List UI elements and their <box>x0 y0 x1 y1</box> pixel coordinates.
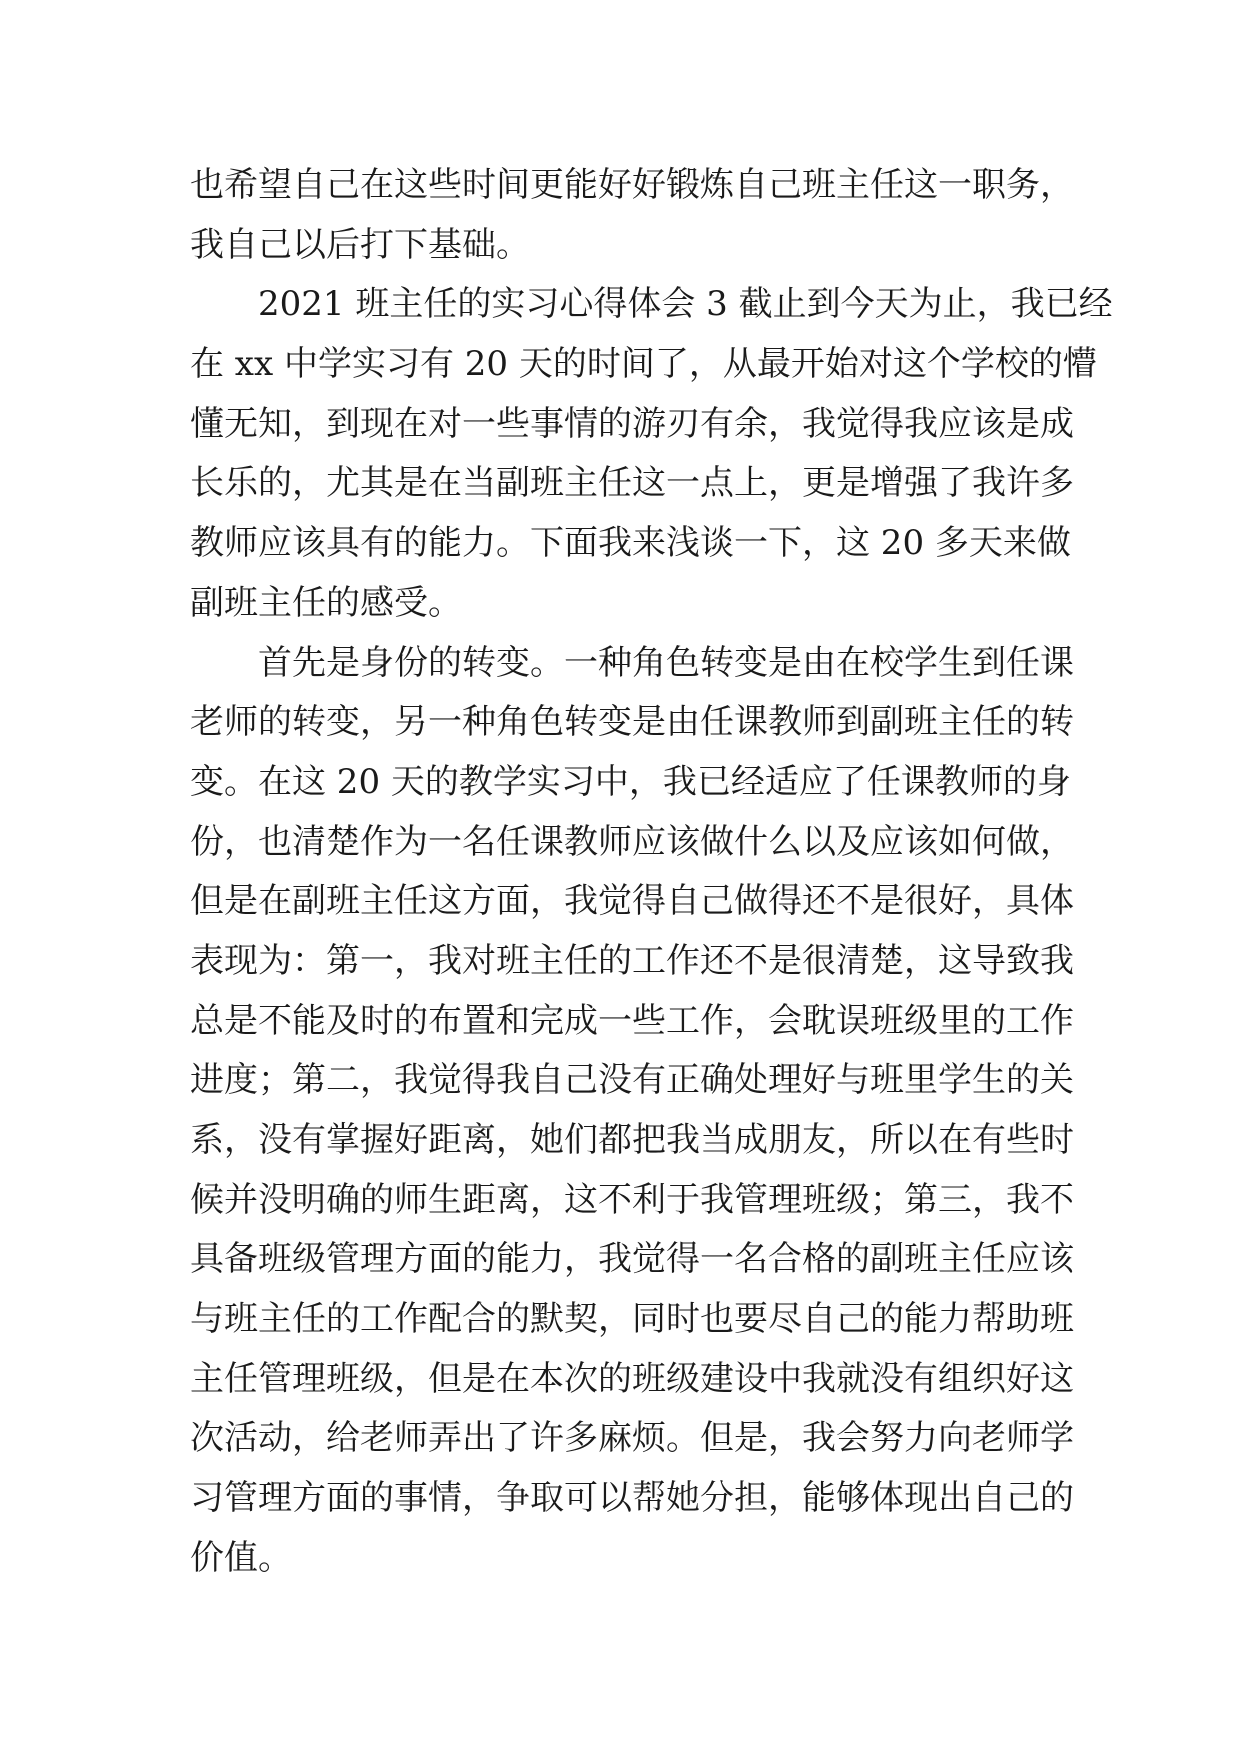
text-line: 候并没明确的师生距离，这不利于我管理班级；第三，我不 <box>190 1179 1074 1220</box>
text-line: 系，没有掌握好距离，她们都把我当成朋友，所以在有些时 <box>190 1120 1074 1160</box>
text-line: 长乐的，尤其是在当副班主任这一点上，更是增强了我许多 <box>190 463 1074 504</box>
text-line: 与班主任的工作配合的默契，同时也要尽自己的能力帮助班 <box>190 1299 1074 1340</box>
text-line: 进度；第二，我觉得我自己没有正确处理好与班里学生的关 <box>190 1060 1074 1101</box>
text-line: 习管理方面的事情，争取可以帮她分担，能够体现出自己的 <box>190 1478 1074 1519</box>
text-line: 也希望自己在这些时间更能好好锻炼自己班主任这一职务， <box>190 165 1074 205</box>
paragraph-start-line: 2021 班主任的实习心得体会 3 截止到今天为止，我已经 <box>258 284 1113 325</box>
text-line: 价值。 <box>190 1537 292 1578</box>
text-line: 表现为：第一，我对班主任的工作还不是很清楚，这导致我 <box>190 940 1074 981</box>
text-line: 变。在这 20 天的教学实习中，我已经适应了任课教师的身 <box>190 761 1071 802</box>
text-line: 老师的转变，另一种角色转变是由任课教师到副班主任的转 <box>190 702 1074 743</box>
text-line: 次活动，给老师弄出了许多麻烦。但是，我会努力向老师学 <box>190 1418 1074 1459</box>
text-line: 总是不能及时的布置和完成一些工作，会耽误班级里的工作 <box>190 1000 1074 1041</box>
text-line: 副班主任的感受。 <box>190 582 462 623</box>
body-text <box>190 156 1113 1589</box>
text-line: 懂无知，到现在对一些事情的游刃有余，我觉得我应该是成 <box>190 403 1074 444</box>
text-line: 在 xx 中学实习有 20 天的时间了，从最开始对这个学校的懵 <box>190 344 1097 385</box>
text-line: 主任管理班级，但是在本次的班级建设中我就没有组织好这 <box>190 1358 1074 1399</box>
text-line: 我自己以后打下基础。 <box>190 224 530 265</box>
text-line: 具备班级管理方面的能力，我觉得一名合格的副班主任应该 <box>190 1239 1074 1280</box>
text-line: 份，也清楚作为一名任课教师应该做什么以及应该如何做， <box>190 821 1074 862</box>
text-line: 教师应该具有的能力。下面我来浅谈一下，这 20 多天来做 <box>190 523 1071 564</box>
text-line: 但是在副班主任这方面，我觉得自己做得还不是很好，具体 <box>190 881 1074 922</box>
paragraph-start-line: 首先是身份的转变。一种角色转变是由在校学生到任课 <box>258 642 1074 683</box>
